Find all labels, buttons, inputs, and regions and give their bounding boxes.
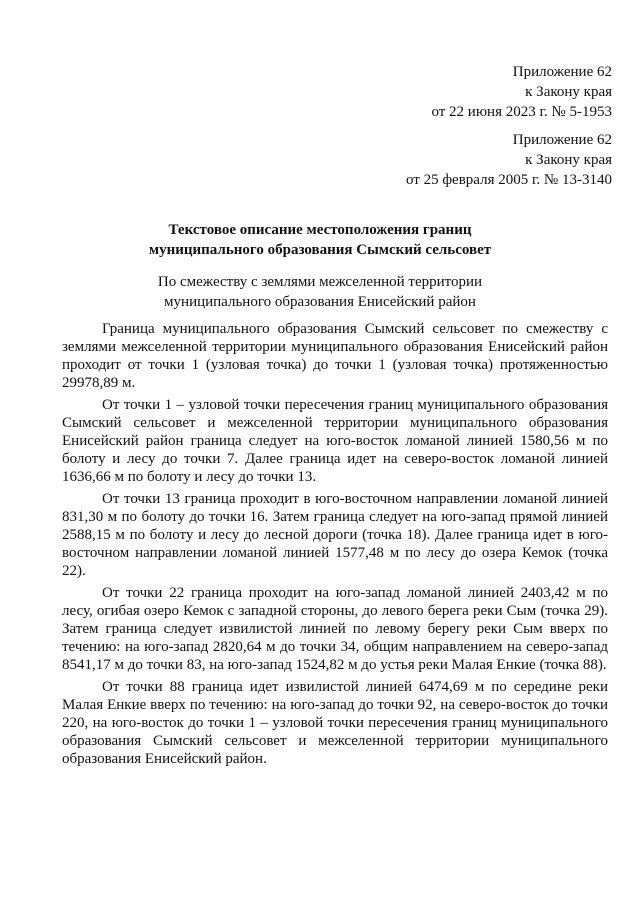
appendix-current-line3: от 22 июня 2023 г. № 5-1953 [431, 104, 612, 120]
appendix-original-header [406, 130, 612, 190]
appendix-original-line1: Приложение 62 [512, 132, 612, 148]
document-title [0, 220, 640, 260]
paragraph-5: От точки 88 граница идет извилистой линией 6474,69 м по середине реки Малая Енкие вверх по течению: на юго-запад до точки 92, на северо-восток до точки 220, на юго-восток до точки 1 – узловой точки пересечения границ муниципального образования Сымский сельсовет и межселенной территории муниципального образования Енисейский район. [62, 679, 608, 767]
subtitle-line2: муниципального образования Енисейский район [164, 294, 476, 310]
appendix-original-line3: от 25 февраля 2005 г. № 13-3140 [405, 172, 612, 188]
appendix-current-header [431, 62, 612, 122]
paragraph-3: От точки 13 граница проходит в юго-восточном направлении ломаной линией 831,30 м по болоту до точки 16. Затем граница следует на юго-запад прямой линией 2588,15 м по болоту и лесу до лесной дороги (точка 18). Далее граница идет в юго-восточном направлении ломаной линией 1577,48 м по лесу до озера Кемок (точка 22). [62, 491, 608, 579]
paragraph-1: Граница муниципального образования Сымский сельсовет по смежеству с землями межселенной территории муниципального образования Енисейский район проходит от точки 1 (узловая точка) до точки 1 (узловая точка) протяженностью 29978,89 м. [62, 321, 608, 391]
appendix-original-line2: к Закону края [525, 152, 612, 168]
appendix-current-line1: Приложение 62 [512, 64, 612, 80]
paragraph-4: От точки 22 граница проходит на юго-запад ломаной линией 2403,42 м по лесу, огибая озеро Кемок с западной стороны, до левого берега реки Сым (точка 29). Затем граница следует извилистой линией по левому берегу реки Сым вверх по течению: на юго-запад 2820,64 м до точки 34, общим направлением на северо-запад 8541,17 м до точки 83, на юго-запад 1524,82 м до устья реки Малая Енкие (точка 88). [62, 585, 608, 673]
boundary-description [62, 320, 608, 772]
subtitle-line1: По смежеству с землями межселенной территории [157, 274, 483, 290]
title-line1: Текстовое описание местоположения границ [168, 222, 472, 238]
paragraph-2: От точки 1 – узловой точки пересечения границ муниципального образования Сымский сельсовет и межселенной территории муниципального образования Енисейский район граница следует на юго-восток ломаной линией 1580,56 м по болоту и лесу до точки 7. Далее граница идет на северо-восток ломаной линией 1636,66 м по болоту и лесу до точки 13. [62, 397, 608, 485]
section-subtitle [0, 272, 640, 312]
title-line2: муниципального образования Сымский сельсовет [148, 242, 492, 258]
appendix-current-line2: к Закону края [525, 84, 612, 100]
